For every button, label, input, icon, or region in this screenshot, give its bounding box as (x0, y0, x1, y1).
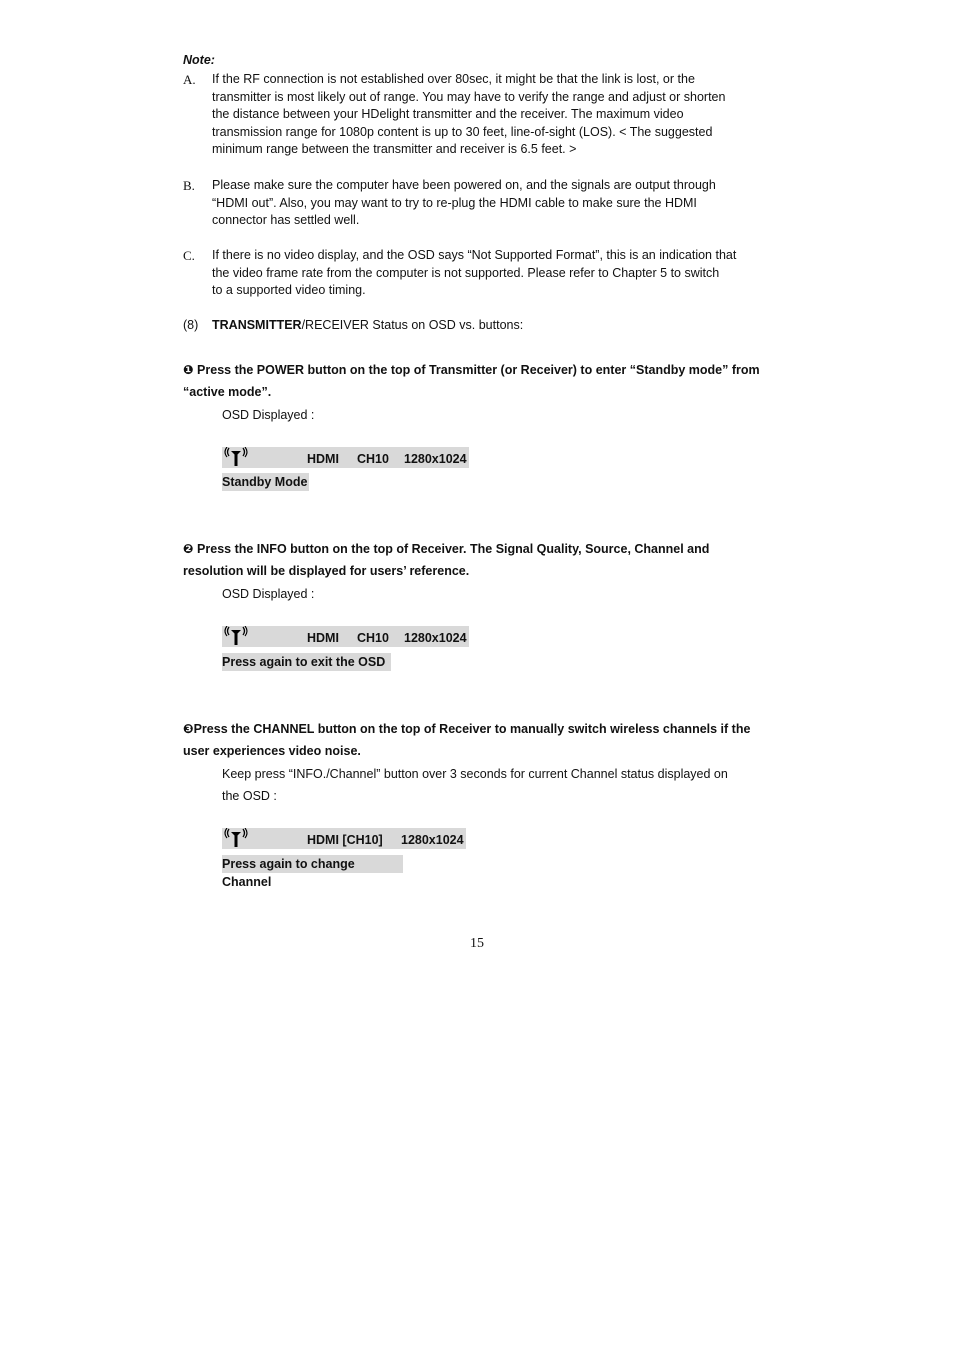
note-item-b-line: Please make sure the computer have been powered on, and the signals are output through (212, 178, 716, 192)
step-3-desc-line: the OSD : (222, 789, 277, 803)
osd-status-bar (222, 447, 469, 468)
osd-footer-message: Standby Mode (222, 475, 308, 489)
step-2-heading (183, 538, 783, 582)
note-item-c-line: the video frame rate from the computer is not supported. Please refer to Chapter 5 to switch (212, 265, 720, 280)
section-heading-bold: TRANSMITTER (212, 318, 302, 332)
note-item-b-line: connector has settled well. (212, 213, 360, 227)
osd-resolution: 1280x1024 (401, 833, 464, 847)
step-1-heading-line: “active mode”. (183, 385, 272, 399)
signal-antenna-icon (224, 626, 248, 646)
note-item-letter-c: C. (183, 248, 195, 263)
osd-channel: CH10 (357, 452, 389, 466)
osd-source: HDMI (307, 452, 339, 466)
section-number: (8) (183, 318, 199, 332)
note-item-a-line: minimum range between the transmitter and receiver is 6.5 feet. > (212, 142, 577, 156)
note-item-a-line: transmission range for 1080p content is up to 30 feet, line-of-sight (LOS). < The suggested (212, 124, 713, 139)
section-heading (212, 318, 523, 332)
step-3-desc (222, 763, 782, 807)
osd-source: HDMI (307, 631, 339, 645)
note-item-b (212, 177, 777, 230)
step-2-heading-line: ❷ Press the INFO button on the top of Receiver. The Signal Quality, Source, Channel and (183, 542, 710, 556)
note-item-c (212, 247, 777, 300)
note-item-a-line: the distance between your HDelight transmitter and the receiver. The maximum video (212, 107, 684, 121)
note-item-a (212, 71, 777, 159)
note-title: Note: (183, 53, 215, 67)
note-item-c-line: to a supported video timing. (212, 283, 366, 297)
signal-antenna-icon (224, 447, 248, 467)
osd-status-bar (222, 626, 469, 647)
step-3-heading-line: ❸Press the CHANNEL button on the top of Receiver to manually switch wireless channels if the (183, 722, 751, 736)
note-item-letter-b: B. (183, 178, 195, 193)
step-1-heading (183, 359, 783, 403)
step-3-heading (183, 718, 783, 762)
osd-footer-message: Press again to change Channel (222, 855, 403, 873)
step-3-desc-line: Keep press “INFO./Channel” button over 3 seconds for current Channel status displayed on (222, 767, 728, 781)
signal-antenna-icon (224, 828, 248, 848)
osd-source-channel: HDMI [CH10] (307, 833, 383, 847)
osd-status-bar (222, 828, 466, 849)
step-2-heading-line: resolution will be displayed for users’ reference. (183, 564, 470, 578)
step-1-heading-line: ❶ Press the POWER button on the top of Transmitter (or Receiver) to enter “Standby mode” from (183, 363, 760, 377)
note-item-b-line: “HDMI out”. Also, you may want to try to re-plug the HDMI cable to make sure the HDMI (212, 195, 697, 210)
step-1-desc: OSD Displayed : (222, 408, 315, 422)
osd-channel: CH10 (357, 631, 389, 645)
osd-footer-message: Press again to exit the OSD (222, 653, 391, 671)
page-number: 15 (470, 936, 484, 951)
note-item-a-line: transmitter is most likely out of range. You may have to verify the range and adjust or shorten (212, 89, 726, 104)
osd-resolution: 1280x1024 (404, 452, 467, 466)
osd-resolution: 1280x1024 (404, 631, 467, 645)
step-2-desc: OSD Displayed : (222, 587, 315, 601)
section-heading-rest: /RECEIVER Status on OSD vs. buttons: (301, 318, 524, 332)
note-item-letter-a: A. (183, 72, 196, 87)
note-item-a-line: If the RF connection is not established over 80sec, it might be that the link is lost, or the (212, 72, 695, 86)
step-3-heading-line: user experiences video noise. (183, 744, 361, 758)
note-item-c-line: If there is no video display, and the OSD says “Not Supported Format”, this is an indication that (212, 248, 737, 262)
